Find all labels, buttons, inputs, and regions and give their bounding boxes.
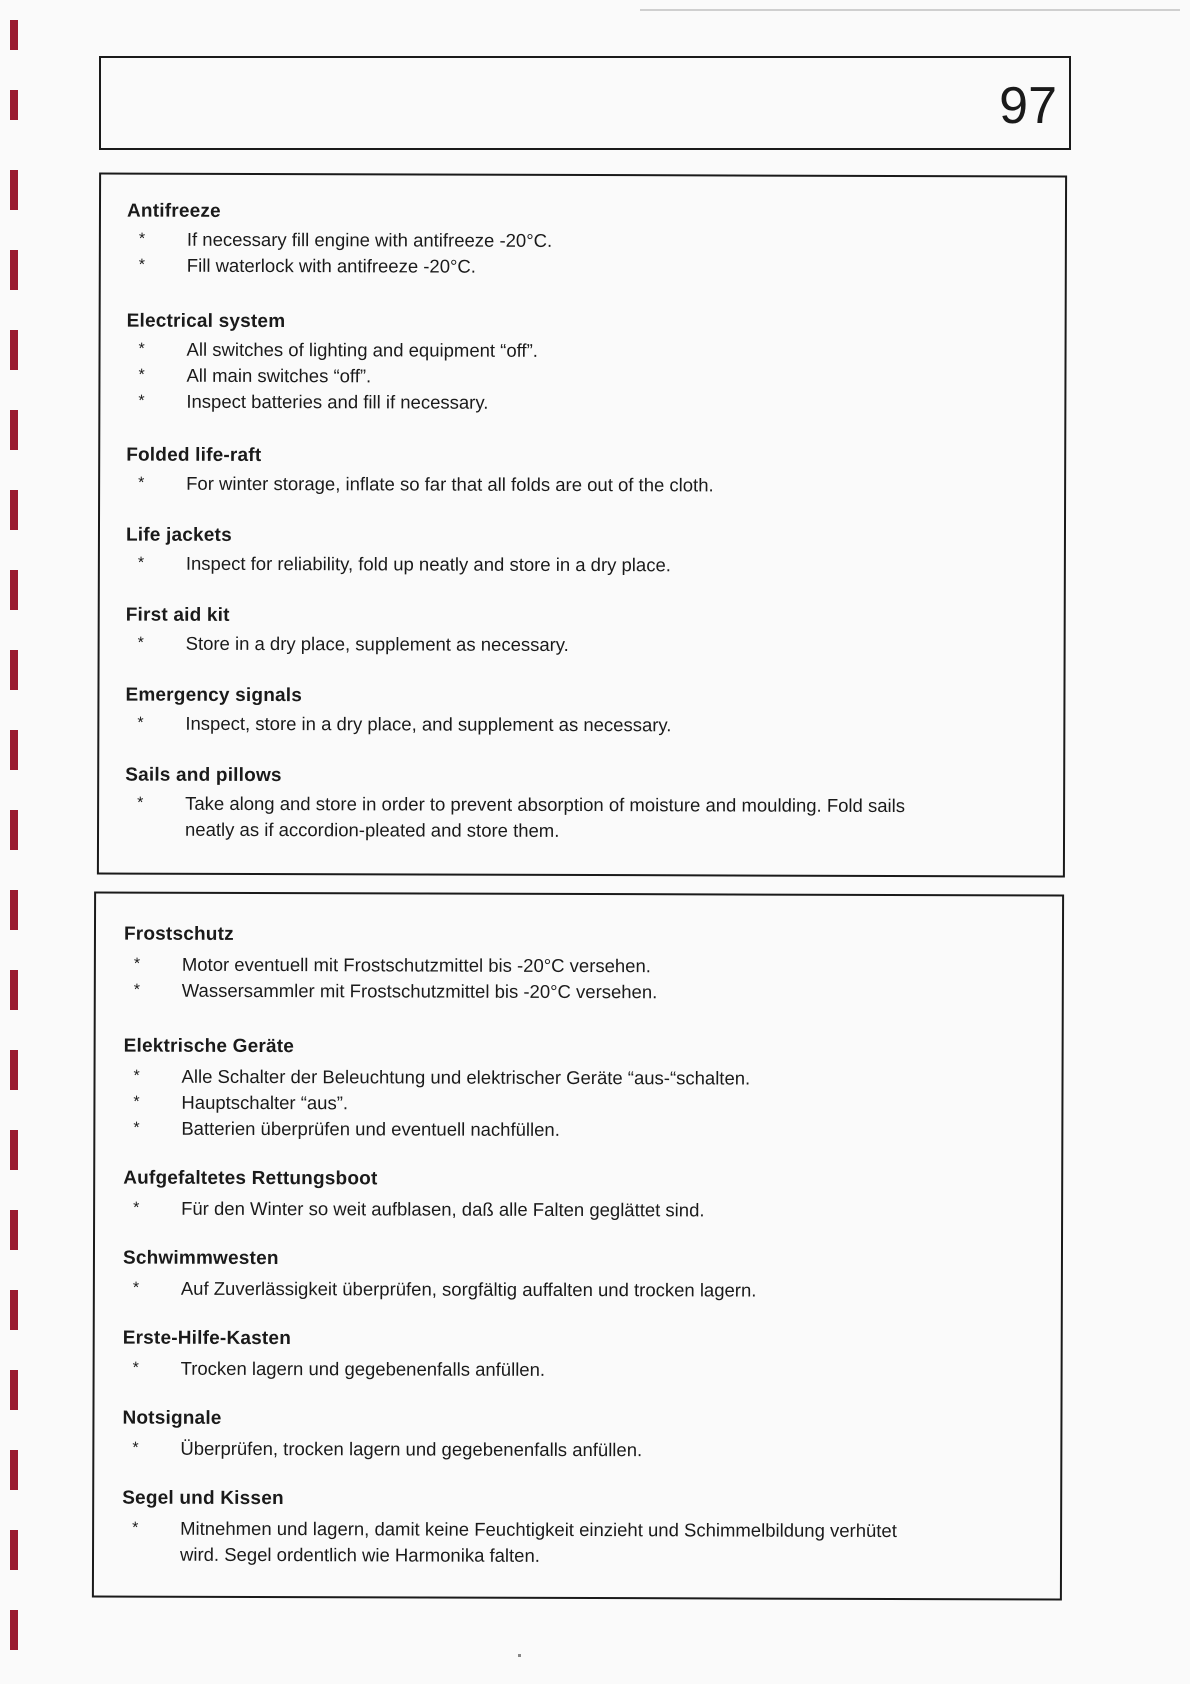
section-heading: Life jackets — [125, 524, 232, 546]
list-item: * Batterien überprüfen und eventuell nachfüllen. — [133, 1117, 560, 1140]
section-sails-and-pillows — [99, 764, 1063, 845]
page-number: 97 — [999, 77, 1057, 135]
section-heading: Emergency signals — [125, 684, 303, 707]
section-folded-life-raft — [100, 444, 1064, 499]
section-heading: Schwimmwesten — [122, 1247, 279, 1270]
list-item: * Inspect, store in a dry place, and supplement as necessary. — [137, 712, 672, 736]
binding-marks — [10, 20, 18, 1660]
section-first-aid-kit — [100, 604, 1064, 659]
list-item: * Mitnehmen und lagern, damit keine Feuchtigkeit einzieht und Schimmelbildung verhütet wird. Segel ordentlich wie Harmonika falten. — [132, 1517, 897, 1566]
section-heading: Erste-Hilfe-Kasten — [122, 1327, 292, 1350]
page-header — [99, 56, 1071, 150]
section-heading: First aid kit — [125, 604, 230, 626]
german-section — [92, 891, 1064, 1600]
list-item: * Motor eventuell mit Frostschutzmittel bis -20°C versehen. — [133, 953, 651, 977]
list-item: * For winter storage, inflate so far that all folds are out of the cloth. — [138, 472, 714, 496]
list-item: * Alle Schalter der Beleuchtung und elektrischer Geräte “aus-“schalten. — [133, 1065, 751, 1089]
list-item: * Inspect for reliability, fold up neatly and store in a dry place. — [137, 552, 671, 576]
list-item: * Trocken lagern und gegebenenfalls anfüllen. — [132, 1357, 546, 1380]
section-electrical-system — [100, 310, 1064, 417]
list-item: * Wassersammler mit Frostschutzmittel bis -20°C versehen. — [133, 979, 658, 1003]
section-segel-und-kissen — [94, 1487, 1060, 1570]
section-heading: Notsignale — [122, 1407, 222, 1429]
section-erste-hilfe-kasten — [95, 1327, 1061, 1384]
section-heading: Antifreeze — [126, 200, 221, 222]
section-frostschutz — [96, 923, 1062, 1006]
section-notsignale — [94, 1407, 1060, 1464]
english-section — [97, 172, 1067, 877]
list-item: * If necessary fill engine with antifreeze -20°C. — [138, 228, 553, 251]
section-heading: Sails and pillows — [125, 764, 282, 787]
section-heading: Segel und Kissen — [122, 1487, 284, 1510]
list-item: * Auf Zuverlässigkeit überprüfen, sorgfältig auffalten und trocken lagern. — [132, 1277, 757, 1301]
list-item: * All main switches “off”. — [138, 364, 372, 387]
section-aufgefaltetes-rettungsboot — [95, 1167, 1061, 1224]
section-heading: Folded life-raft — [126, 444, 262, 466]
list-item: * All switches of lighting and equipment “off”. — [138, 338, 538, 361]
list-item: * Hauptschalter “aus”. — [133, 1091, 349, 1114]
list-item: * Take along and store in order to prevent absorption of moisture and moulding. Fold sails neatly as if accordion-pleated and store them. — [137, 792, 906, 841]
section-heading: Aufgefaltetes Rettungsboot — [123, 1167, 378, 1190]
section-emergency-signals — [99, 684, 1063, 739]
top-edge-line — [640, 9, 1180, 11]
list-item: * Inspect batteries and fill if necessary. — [138, 390, 489, 413]
list-item: * Überprüfen, trocken lagern und gegebenenfalls anfüllen. — [132, 1437, 643, 1461]
section-life-jackets — [100, 524, 1064, 579]
section-schwimmwesten — [95, 1247, 1061, 1304]
scan-speck — [518, 1654, 521, 1657]
section-heading: Frostschutz — [123, 923, 234, 945]
section-antifreeze — [101, 200, 1065, 281]
list-item: * Für den Winter so weit aufblasen, daß alle Falten geglättet sind. — [133, 1197, 705, 1221]
list-item: * Fill waterlock with antifreeze -20°C. — [138, 254, 476, 277]
section-elektrische-geraete — [95, 1035, 1061, 1144]
list-item: * Store in a dry place, supplement as necessary. — [137, 632, 569, 655]
section-heading: Elektrische Geräte — [123, 1035, 295, 1058]
section-heading: Electrical system — [126, 310, 286, 333]
